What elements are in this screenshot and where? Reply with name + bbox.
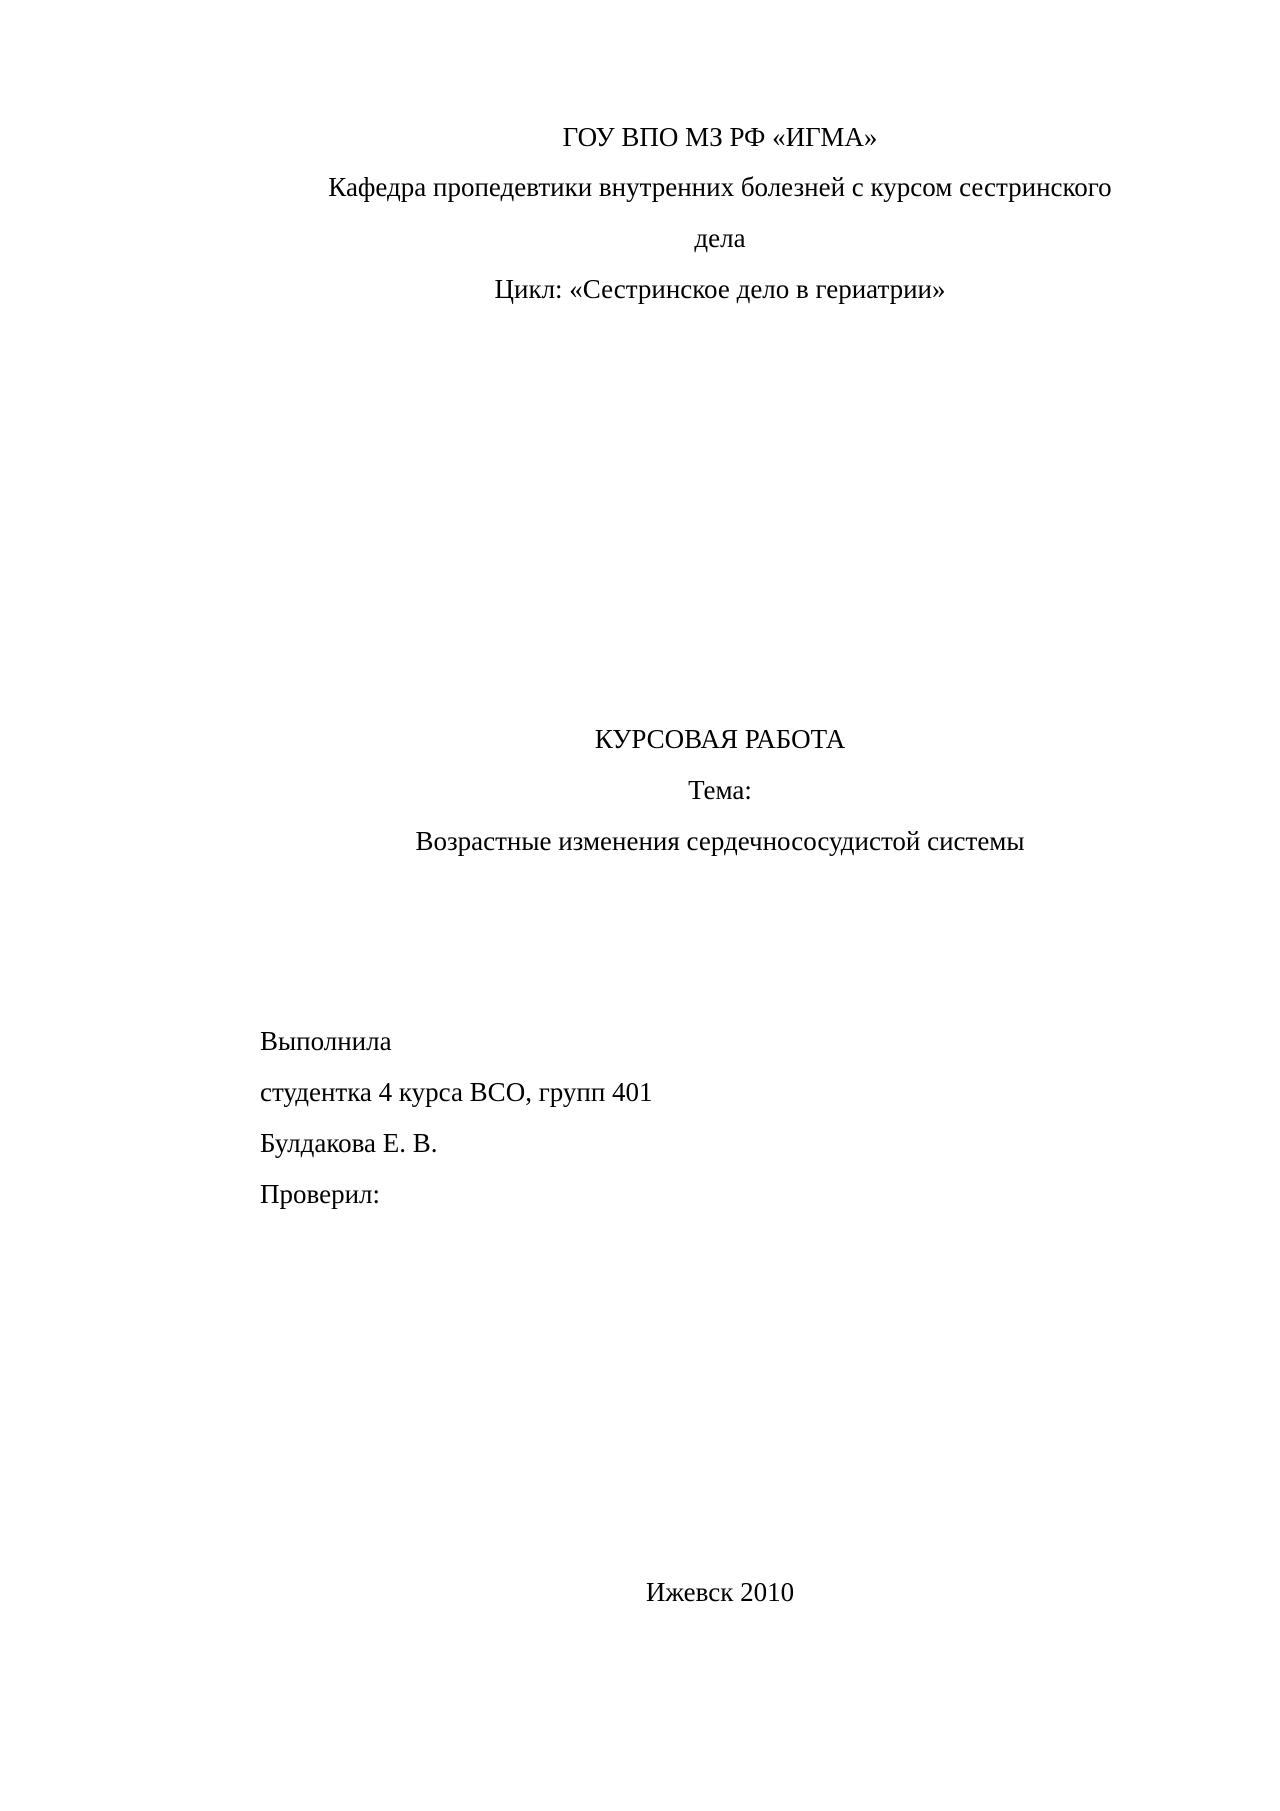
organization-name: ГОУ ВПО МЗ РФ «ИГМА»	[562, 122, 878, 152]
city-year-footer: Ижевск 2010	[645, 1577, 795, 1607]
course-cycle: Цикл: «Сестринское дело в гериатрии»	[494, 274, 946, 304]
completed-by-label: Выполнила	[260, 1026, 392, 1056]
document-type-title: КУРСОВАЯ РАБОТА	[594, 724, 846, 754]
checked-by-label: Проверил:	[260, 1179, 380, 1209]
department-name-line-1: Кафедра пропедевтики внутренних болезней с курсом сестринского	[328, 172, 1112, 202]
student-info: студентка 4 курса ВСО, групп 401	[260, 1077, 653, 1107]
topic-title: Возрастные изменения сердечнососудистой системы	[415, 826, 1025, 856]
student-name: Булдакова Е. В.	[260, 1128, 438, 1158]
topic-label: Тема:	[688, 775, 752, 805]
department-name-line-2: дела	[694, 223, 746, 253]
